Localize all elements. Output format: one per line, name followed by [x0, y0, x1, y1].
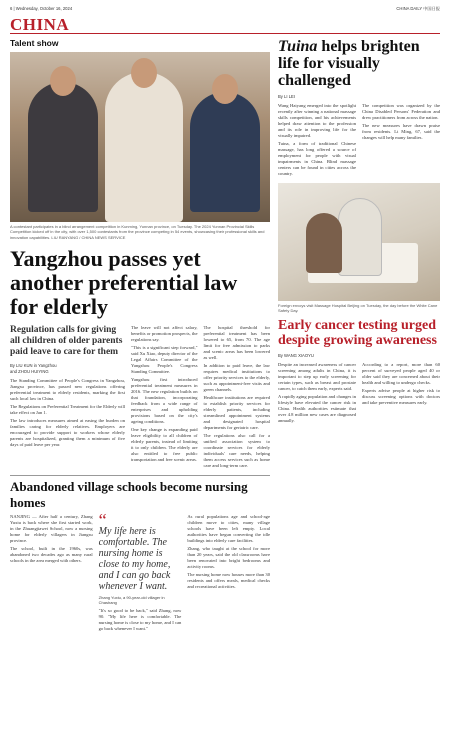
- photo-kicker: Talent show: [10, 38, 59, 48]
- byline: By LIU KUN in Yangzhou and ZHOU HUIYING: [10, 363, 57, 374]
- photo-caption: A contestant participates in a blind arrangement competition in Kunming, Yunnan province, on Tuesday. The 2024 Yunnan Provincial Skills Competition kicked off in the city, with over 1,500 contestants from the province competing in 54 events, showcasing their professional skills and innovation capabilities. LIU RANYANG / CHINA NEWS SERVICE: [10, 224, 265, 240]
- photo-caption: Foreign envoys visit Massage Hospital Beijing on Tuesday, the day before the White Cane Safety Day.: [278, 302, 438, 313]
- article-body: "It's so good to be back," said Zhang, now 90. "My life here is comfortable. The nursing home is close to my home, and I can go back whenever I want.": [98, 608, 182, 632]
- article-body: The Standing Committee of People's Congress in Yangzhou, Jiangsu province, has passed new regulations offering preferential treatment to elderly residents, marking the first such local law in China. The Regulations on Preferential Treatment for the Elderly will take effect on Jan 1. The law introduces measures aimed at easing the burden on families caring for elderly relatives. Employers are encouraged to provide support to workers whose elderly parents are hospitalized, granting them a minimum of five days of paid leave per year.: [10, 378, 125, 448]
- quote-icon: “: [98, 510, 107, 531]
- article-body: Despite an increased awareness of cancer screening among adults in China, it is important to step up early screening for certain types, such as breast and prostate cancer, to catch them early, experts said. A rapidly aging population and changes in lifestyle have elevated the cancer risk in China. Health authorities estimate that over 4.8 million new cases are diagnosed annually.: [278, 361, 356, 423]
- photo-figure: [50, 66, 76, 96]
- pull-quote: My life here is comfortable. The nursing home is close to my home, and I can go back whenever I want.: [98, 526, 171, 593]
- page-date: 6 | Wednesday, October 16, 2024: [10, 6, 73, 11]
- section-title: CHINA: [10, 15, 70, 34]
- article-columns: [10, 510, 271, 634]
- secondary-headline: Abandoned village schools become nursing homes: [10, 475, 270, 511]
- article-body: The leave will not affect salary, benefits or promotion prospects, the regulations say. "This is a significant step forward," said Xu Xiao, deputy director of the Legal Affairs Committee of the Yangzhou People's Congress Standing Committee. Yangzhou first introduced preferential treatment measures in 2016. The new regulation builds on that foundation, incorporating feedback from a wide range of enterprises and upholding provisions based on the city's ageing conditions. One key change is expanding paid leave eligibility to all children of elderly parents, instead of limiting it to only children. The elderly are also entitled to free public transportation and free scenic areas.: [131, 325, 198, 463]
- article-columns: [278, 103, 440, 179]
- left-column: [10, 38, 270, 634]
- paper-name: CHINA DAILY 中国日报: [396, 6, 440, 11]
- article-body: According to a report, more than 60 percent of surveyed people aged 40 or older said they are concerned about their health and willing to undergo checks. Experts advise people at higher risk to discuss screening options with doctors and take preventive measures early.: [362, 361, 440, 405]
- cancer-headline: Early cancer testing urged despite growing awareness: [278, 318, 437, 349]
- photo-figure: [131, 58, 157, 88]
- section-masthead: [10, 16, 440, 34]
- byline: By LI LEI: [278, 94, 295, 99]
- article-body: The hospital threshold for preferential treatment has been lowered to 65, from 70. The age limit for free admission to parks and scenic areas has been lowered as well. In addition to paid leave, the law requires medical institutions to offer priority services to the elderly, such as appointment-free visits and green channels. Healthcare institutions are required to establish priority services for elderly patients, including streamlined appointment systems and designated hospital departments for geriatric care. The regulations also call for a unified association system to coordinate services for elderly individuals' care needs, helping them access services such as home care and long-term care.: [203, 325, 270, 469]
- article-body: Wang Haiyang emerged into the spotlight recently after winning a national massage skills competition, and his achievements helped draw attention to the profession and its role in improving life for the visually impaired. Tuina, a form of traditional Chinese massage, has long offered a source of employment for people with visual impairments in China. Blind massage centers can be found in cities across the country.: [278, 102, 356, 176]
- photo-figure: [212, 74, 238, 104]
- main-headline: Yangzhou passes yet another preferential law for elderly: [10, 246, 238, 320]
- photo-figure: [105, 72, 183, 222]
- sub-headline: Regulation calls for giving all children of older parents paid leave to care for them: [10, 325, 123, 358]
- article-body: The competition was organized by the China Disabled Persons' Federation and drew practitioners from across the nation. The new measures have drawn praise from residents. Li Ming, 67, said the changes will help many families.: [362, 102, 440, 140]
- byline: By WANG XIAOYU: [278, 353, 314, 359]
- quote-attribution: Zhang Yuxiu, a 90-year-old villager in Chashang: [98, 595, 165, 606]
- massage-photo: [278, 183, 440, 301]
- photo-figure: [28, 82, 98, 212]
- article-columns: [278, 362, 440, 426]
- article-body: As rural populations age and school-age children move to cities, many village schools have been left empty. Local authorities have begun converting the idle buildings into elderly care facilities. Zhang, who taught at the school for more than 20 years, said the old classrooms have been renovated into bright bedrooms and activity rooms. The nursing home now houses more than 30 residents and offers meals, medical checks and recreational activities.: [187, 514, 271, 590]
- lead-photo: [10, 52, 270, 222]
- photo-figure: [190, 92, 260, 212]
- article-body: NANJING — After half a century, Zhang Yuxiu is back where she first started work, in the Zhuangjiawei School, now a nursing home for elderly villagers in Jiangsu province. The school, built in the 1960s, was abandoned two decades ago as many rural schools in the area merged with others.: [10, 514, 93, 564]
- right-column: [278, 38, 440, 426]
- article-columns: [10, 319, 270, 471]
- top-bar: [10, 6, 440, 14]
- photo-figure: [338, 198, 382, 276]
- tuina-headline: Tuina helps brighten life for visually challenged: [278, 38, 420, 89]
- photo-figure: [306, 213, 342, 273]
